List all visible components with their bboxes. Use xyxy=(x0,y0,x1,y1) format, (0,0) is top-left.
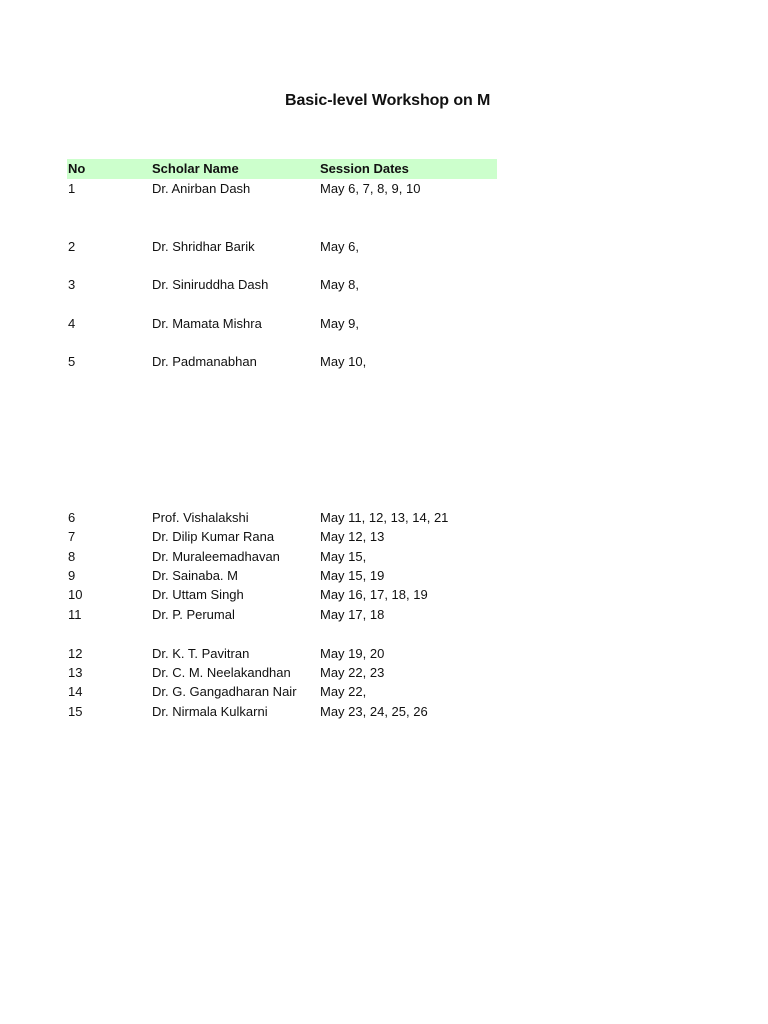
table-row xyxy=(0,180,768,198)
row-number: 9 xyxy=(68,568,76,583)
session-dates: May 10, xyxy=(320,354,367,369)
session-dates: May 16, 17, 18, 19 xyxy=(320,587,428,602)
table-row xyxy=(0,238,768,256)
table-row xyxy=(0,664,768,682)
row-number: 12 xyxy=(68,646,83,661)
row-number: 11 xyxy=(68,607,82,622)
row-number: 1 xyxy=(68,181,76,196)
session-dates: May 15, xyxy=(320,549,367,564)
row-number: 14 xyxy=(68,684,83,699)
column-header-session-dates: Session Dates xyxy=(320,161,409,176)
row-number: 6 xyxy=(68,510,76,525)
scholar-name: Dr. C. M. Neelakandhan xyxy=(152,665,291,680)
table-row xyxy=(0,567,768,585)
session-dates: May 12, 13 xyxy=(320,529,385,544)
table-row xyxy=(0,276,768,294)
table-header-row xyxy=(67,159,497,179)
scholar-name: Prof. Vishalakshi xyxy=(152,510,249,525)
session-dates: May 22, 23 xyxy=(320,665,385,680)
table-row xyxy=(0,528,768,546)
row-number: 4 xyxy=(68,316,76,331)
table-row xyxy=(0,353,768,371)
row-number: 5 xyxy=(68,354,76,369)
session-dates: May 9, xyxy=(320,316,360,331)
table-row xyxy=(0,509,768,527)
session-dates: May 17, 18 xyxy=(320,607,385,622)
row-number: 15 xyxy=(68,704,83,719)
scholar-name: Dr. Siniruddha Dash xyxy=(152,277,269,292)
table-row xyxy=(0,606,768,624)
session-dates: May 6, 7, 8, 9, 10 xyxy=(320,181,421,196)
scholar-name: Dr. Anirban Dash xyxy=(152,181,251,196)
session-dates: May 15, 19 xyxy=(320,568,385,583)
row-number: 2 xyxy=(68,239,76,254)
scholar-name: Dr. G. Gangadharan Nair xyxy=(152,684,297,699)
session-dates: May 22, xyxy=(320,684,367,699)
table-row xyxy=(0,645,768,663)
page-title: Basic-level Workshop on M xyxy=(285,92,491,109)
table-row xyxy=(0,586,768,604)
scholar-name: Dr. Padmanabhan xyxy=(152,354,257,369)
table-row xyxy=(0,683,768,701)
row-number: 13 xyxy=(68,665,83,680)
row-number: 3 xyxy=(68,277,76,292)
scholar-name: Dr. K. T. Pavitran xyxy=(152,646,250,661)
table-row xyxy=(0,315,768,333)
column-header-no: No xyxy=(68,161,86,176)
scholar-name: Dr. Sainaba. M xyxy=(152,568,238,583)
session-dates: May 8, xyxy=(320,277,360,292)
scholar-name: Dr. Muraleemadhavan xyxy=(152,549,280,564)
session-dates: May 6, xyxy=(320,239,360,254)
scholar-name: Dr. Dilip Kumar Rana xyxy=(152,529,275,544)
row-number: 10 xyxy=(68,587,83,602)
scholar-name: Dr. Shridhar Barik xyxy=(152,239,255,254)
table-row xyxy=(0,548,768,566)
scholar-name: Dr. P. Perumal xyxy=(152,607,235,622)
session-dates: May 11, 12, 13, 14, 21 xyxy=(320,510,449,525)
session-dates: May 23, 24, 25, 26 xyxy=(320,704,428,719)
scholar-name: Dr. Mamata Mishra xyxy=(152,316,262,331)
row-number: 7 xyxy=(68,529,76,544)
table-row xyxy=(0,703,768,721)
session-dates: May 19, 20 xyxy=(320,646,385,661)
row-number: 8 xyxy=(68,549,76,564)
column-header-scholar-name: Scholar Name xyxy=(152,161,239,176)
scholar-name: Dr. Nirmala Kulkarni xyxy=(152,704,268,719)
scholar-name: Dr. Uttam Singh xyxy=(152,587,244,602)
